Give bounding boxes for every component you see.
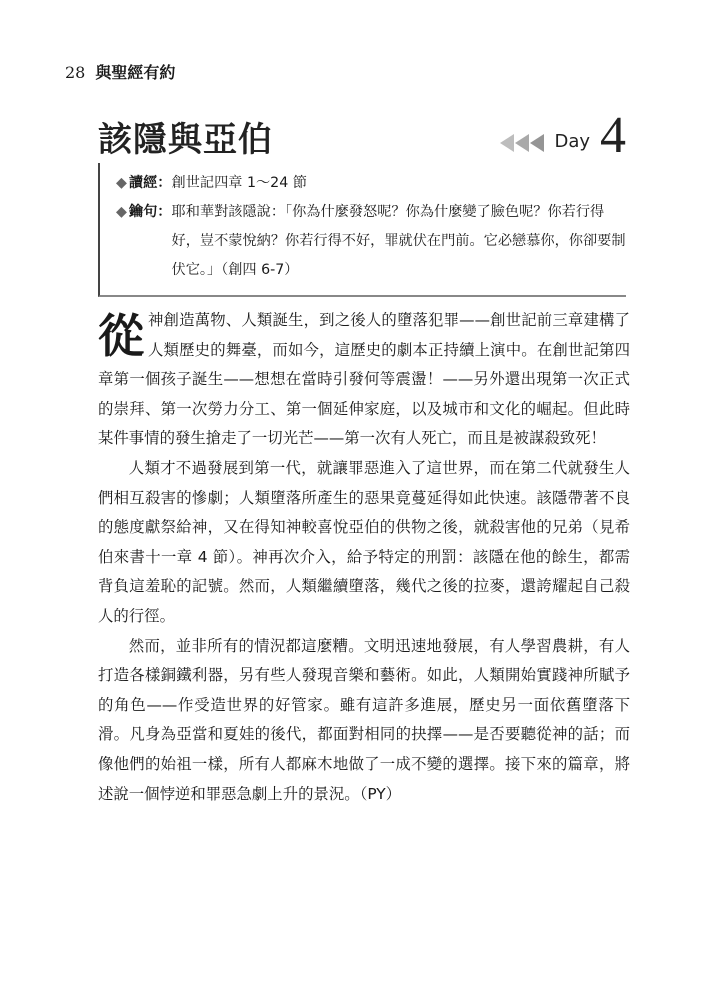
paragraph-3: 然而，並非所有的情況都這麼糟。文明迅速地發展，有人學習農耕，有人打造各樣銅鐵利器，另有些人發現音樂和藝術。如此，人類開始實踐神所賦予的角色——作受造世界的好管家。雖有這許多進展，歷史另一面依舊墮落下滑。凡身為亞當和夏娃的後代，都面對相同的抉擇——是否要聽從神的話；而像他們的始祖一樣，所有人都麻木地做了一成不變的選擇。接下來的篇章，將述說一個悖逆和罪惡急劇上升的景況。（PY） bbox=[98, 636, 630, 803]
reading-label-wrap bbox=[116, 169, 172, 198]
chapter-title: 該隱與亞伯 bbox=[98, 120, 273, 160]
paragraph-1-text: 神創造萬物、人類誕生，到之後人的墮落犯罪——創世記前三章建構了人類歷史的舞臺，而如今，這歷史的劇本正持續上演中。在創世記第四章第一個孩子誕生——想想在當時引發何等震盪！——另外還出現第一次正式的崇拜、第一次勞力分工、第一個延伸家庭，以及城市和文化的崛起。但此時某件事情的發生搶走了一切光芒——第一次有人死亡，而且是被謀殺致死！ bbox=[98, 311, 630, 448]
reading-label: 讀經： bbox=[128, 175, 172, 191]
diamond-icon: ◆ bbox=[116, 204, 127, 220]
reading-row bbox=[116, 169, 626, 198]
day-label: Day bbox=[554, 131, 590, 152]
drop-cap: 從 bbox=[98, 309, 144, 363]
verse-row bbox=[116, 198, 626, 285]
verse-label-wrap bbox=[116, 198, 172, 285]
day-marker bbox=[500, 107, 626, 164]
paragraph-1 bbox=[98, 306, 630, 454]
paragraph-2: 人類才不過發展到第一代，就讓罪惡進入了這世界，而在第二代就發生人們相互殺害的慘劇；人類墮落所產生的惡果竟蔓延得如此快速。該隱帶著不良的態度獻祭給神，又在得知神較喜悅亞伯的供物之後，就殺害他的兄弟（見希伯來書十一章 4 節）。神再次介入，給予特定的刑罰：該隱在他的餘生，都需背負這羞恥的記號。然而，人類繼續墮落，幾代之後的拉麥，還誇耀起自己殺人的行徑。 bbox=[98, 458, 630, 625]
diamond-icon: ◆ bbox=[116, 175, 127, 191]
body-text bbox=[98, 306, 630, 809]
day-number: 4 bbox=[600, 107, 626, 164]
book-title: 與聖經有約 bbox=[95, 63, 176, 82]
verse-text: 耶和華對該隱說：「你為什麼發怒呢？你為什麼變了臉色呢？你若行得好，豈不蒙悅納？你若行得不好，罪就伏在門前。它必戀慕你，你卻要制伏它。」（創四 6-7） bbox=[171, 204, 626, 278]
page-number: 28 bbox=[65, 63, 86, 82]
arrows-icon bbox=[500, 134, 544, 152]
reading-box bbox=[98, 163, 626, 297]
running-header bbox=[65, 60, 175, 83]
reading-text: 創世記四章 1～24 節 bbox=[171, 175, 307, 191]
verse-label: 鑰句： bbox=[128, 204, 172, 220]
